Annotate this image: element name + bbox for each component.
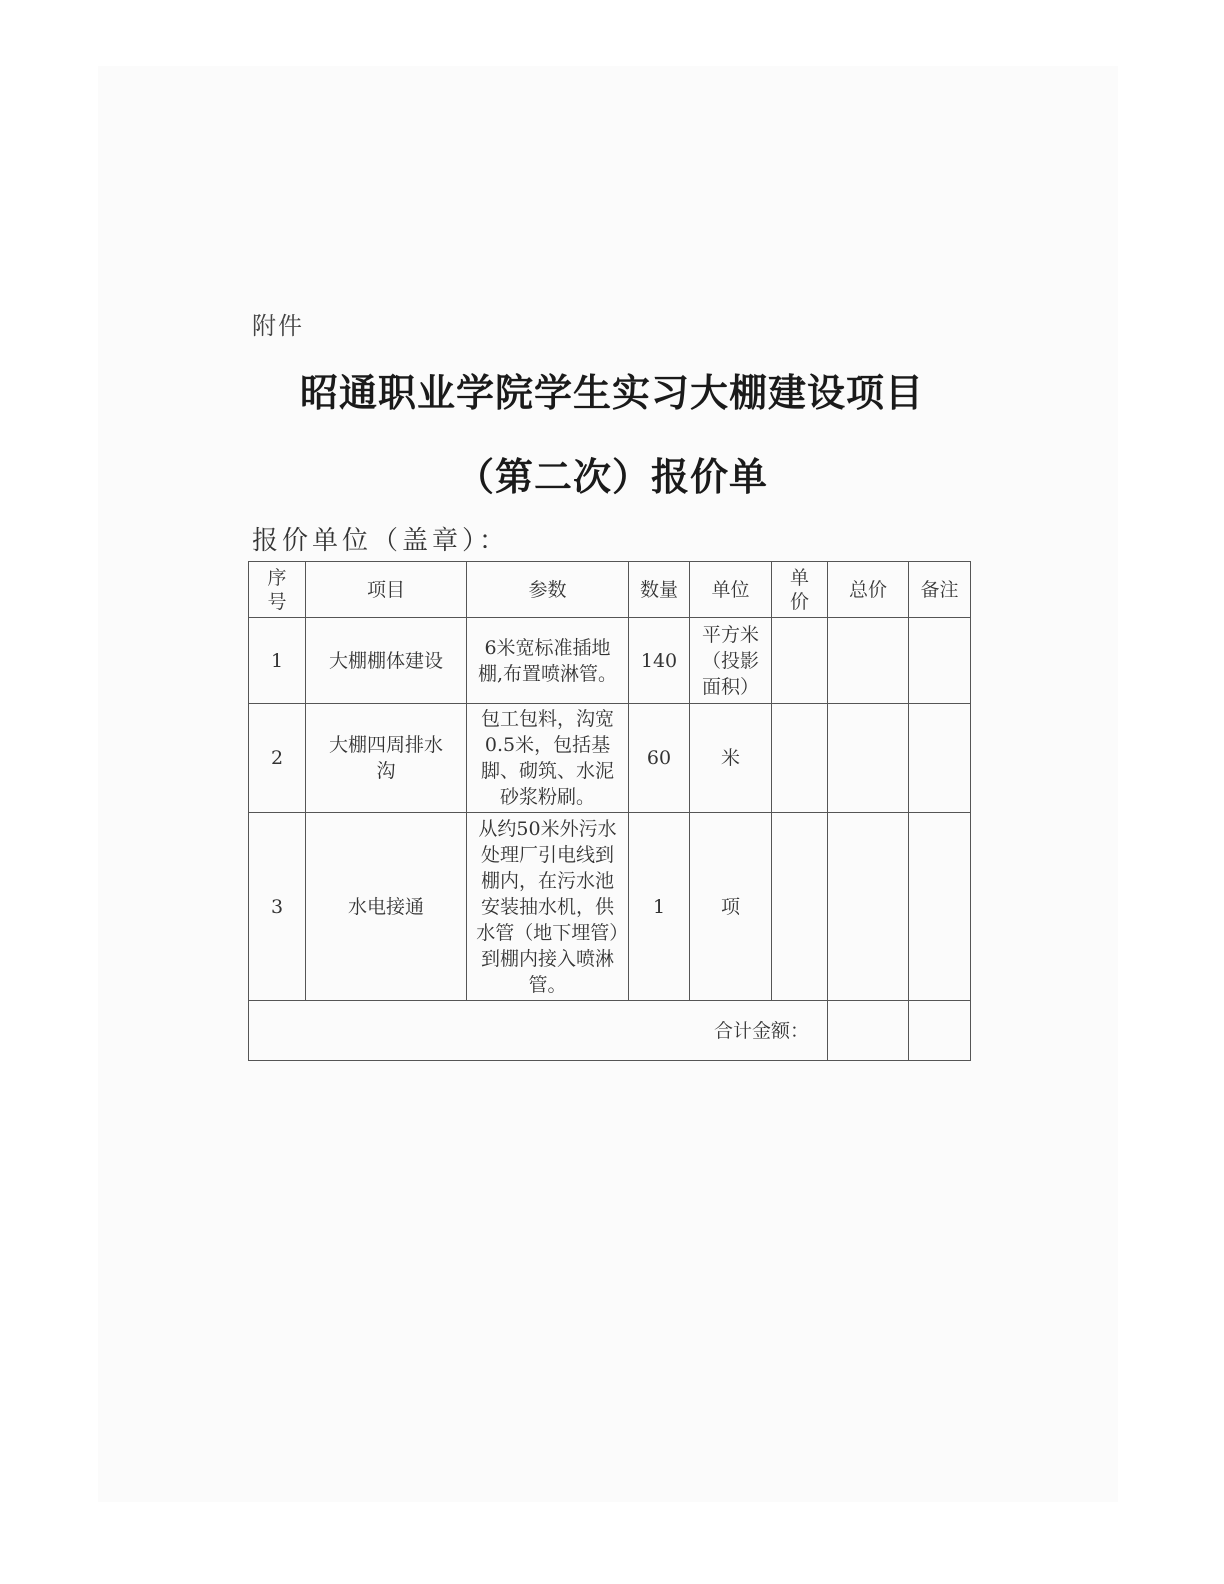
cell-params: 6米宽标准插地棚,布置喷淋管。: [467, 618, 629, 704]
cell-total-price[interactable]: [828, 618, 909, 704]
col-header-unit: 单位: [690, 562, 772, 618]
col-header-item: 项目: [306, 562, 467, 618]
cell-unit-price[interactable]: [772, 813, 828, 1001]
cell-item: 大棚棚体建设: [306, 618, 467, 704]
cell-remark[interactable]: [909, 813, 971, 1001]
cell-total-price[interactable]: [828, 704, 909, 813]
col-header-seq: 序号: [249, 562, 306, 618]
cell-quantity: 60: [629, 704, 690, 813]
total-amount-remark[interactable]: [909, 1001, 971, 1061]
col-header-unit-price: 单价: [772, 562, 828, 618]
table-total-row: [249, 1001, 971, 1061]
cell-item: 水电接通: [306, 813, 467, 1001]
cell-remark[interactable]: [909, 618, 971, 704]
cell-seq: 1: [249, 618, 306, 704]
cell-unit-price[interactable]: [772, 618, 828, 704]
document-subtitle: （第二次）报价单: [455, 454, 768, 499]
cell-unit: 平方米（投影面积）: [690, 618, 772, 704]
quoting-unit-label: 报价单位（盖章）：: [252, 526, 510, 556]
attachment-label: 附件: [252, 312, 304, 340]
cell-quantity: 140: [629, 618, 690, 704]
cell-total-price[interactable]: [828, 813, 909, 1001]
table-row: [249, 813, 971, 1001]
cell-remark[interactable]: [909, 704, 971, 813]
total-amount-label: 合计金额：: [249, 1001, 828, 1061]
cell-seq: 2: [249, 704, 306, 813]
total-amount-value[interactable]: [828, 1001, 909, 1061]
col-header-remark: 备注: [909, 562, 971, 618]
document-title: 昭通职业学院学生实习大棚建设项目: [299, 370, 924, 415]
cell-unit: 项: [690, 813, 772, 1001]
cell-params: 从约50米外污水处理厂引电线到棚内，在污水池安装抽水机，供水管（地下埋管）到棚内接入喷淋管。: [467, 813, 629, 1001]
table-header-row: [249, 562, 971, 618]
cell-params: 包工包料，沟宽0.5米，包括基脚、砌筑、水泥砂浆粉刷。: [467, 704, 629, 813]
cell-unit-price[interactable]: [772, 704, 828, 813]
cell-item: 大棚四周排水沟: [306, 704, 467, 813]
col-header-params: 参数: [467, 562, 629, 618]
col-header-total-price: 总价: [828, 562, 909, 618]
cell-seq: 3: [249, 813, 306, 1001]
cell-quantity: 1: [629, 813, 690, 1001]
cell-unit: 米: [690, 704, 772, 813]
quotation-table: [248, 561, 971, 1061]
col-header-quantity: 数量: [629, 562, 690, 618]
table-row: [249, 618, 971, 704]
table-row: [249, 704, 971, 813]
